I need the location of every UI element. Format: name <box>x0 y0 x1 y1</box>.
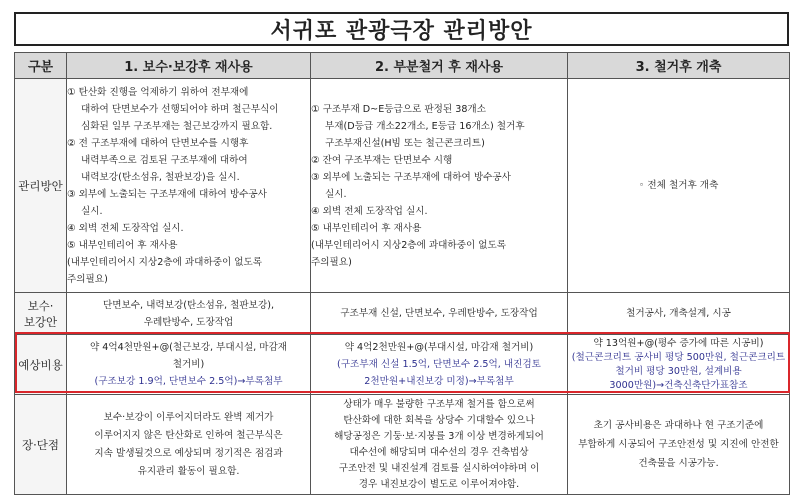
pros-col2-line: 구조안전 및 내진설계 검토를 실시하여야하며 이 <box>338 462 540 474</box>
row-label-pros-cons: 장·단점 <box>15 395 67 495</box>
pros-col3 <box>568 395 790 495</box>
management-col3: ◦ 전체 철거후 개축 <box>568 79 790 293</box>
title-box <box>14 12 789 46</box>
mgmt-col2-line: 주의필요) <box>311 256 352 268</box>
row-pros-cons <box>15 395 790 495</box>
mgmt-col1-line: 내력보강(탄소섬유, 철판보강)을 실시. <box>81 171 240 183</box>
pros-col1 <box>67 395 311 495</box>
row-cost <box>15 335 790 395</box>
mgmt-col2-line: (내부인테리어시 지상2층에 과대하중이 없도록 <box>311 239 507 251</box>
pros-col2-line: 탄산화에 대한 회복을 상당수 기대할수 있으나 <box>343 414 535 426</box>
mgmt-col1-line: (내부인테리어시 지상2층에 과대하중이 없도록 <box>67 256 263 268</box>
mgmt-col2-line: ① 구조부재 D~E등급으로 판정된 38개소 <box>311 103 486 115</box>
repair-col1 <box>67 293 311 335</box>
mgmt-col1-line: ④ 외벽 전체 도장작업 실시. <box>67 222 184 234</box>
cost-col3-detail: 철거비 평당 30만원, 설계비용 <box>615 365 742 377</box>
pros-col2 <box>311 395 568 495</box>
row-label-repair-1: 보수· <box>27 298 54 313</box>
page-title: 서귀포 관광극장 관리방안 <box>270 18 533 44</box>
header-col2: 2. 부분철거 후 재사용 <box>311 53 568 79</box>
repair-col1-line: 단면보수, 내력보강(탄소섬유, 철판보강), <box>102 299 274 311</box>
cost-col2 <box>311 335 568 395</box>
mgmt-col2-line: 부재(D등급 개소22개소, E등급 16개소) 철거후 <box>325 120 525 132</box>
pros-col1-line: 유지관리 활동이 필요함. <box>137 465 240 477</box>
pros-col1-line: 이루어지지 않은 탄산화로 인하여 철근부식은 <box>94 429 283 441</box>
header-col1: 1. 보수·보강후 재사용 <box>67 53 311 79</box>
management-col2 <box>311 79 568 293</box>
pros-col2-line: 상태가 매우 불량한 구조부재 철거를 함으로써 <box>343 398 535 410</box>
row-label-management: 관리방안 <box>15 79 67 293</box>
repair-col2: 구조부재 신설, 단면보수, 우레탄방수, 도장작업 <box>311 293 568 335</box>
row-label-cost: 예상비용 <box>15 335 67 395</box>
mgmt-col1-line: 심화된 일부 구조부재는 철근보강까지 필요함. <box>81 120 273 132</box>
mgmt-col1-line: ③ 외부에 노출되는 구조부재에 대하여 방수공사 <box>67 188 267 200</box>
mgmt-col2-line: ③ 외부에 노출되는 구조부재에 대하여 방수공사 <box>311 171 511 183</box>
cost-col2-detail: 2천만원+내진보강 미정)→부록첨부 <box>364 376 514 387</box>
repair-col1-line: 우레탄방수, 도장작업 <box>143 316 234 328</box>
mgmt-col1-line: ① 탄산화 진행을 억제하기 위하여 전부재에 <box>67 86 249 98</box>
mgmt-col1-line: 주의필요) <box>67 273 108 285</box>
mgmt-col2-line: ② 잔여 구조부재는 단면보수 시행 <box>311 154 453 166</box>
mgmt-col1-line: 내력부족으로 검토된 구조부재에 대하여 <box>81 154 248 166</box>
header-col3: 3. 철거후 개축 <box>568 53 790 79</box>
pros-col2-line: 대수선에 해당되며 대수선의 경우 건축법상 <box>349 446 529 458</box>
row-repair <box>15 293 790 335</box>
pros-col2-line: 해당공정은 기둥·보·지붕를 3개 이상 변경하게되어 <box>334 430 544 442</box>
cost-col1-line: 철거비) <box>172 359 205 370</box>
mgmt-col2-line: ④ 외벽 전체 도장작업 실시. <box>311 205 428 217</box>
pros-col3-line: 부합하게 시공되어 구조안전성 및 지진에 안전한 <box>578 439 779 450</box>
cost-col3-detail: (철근콘크리트 공사비 평당 500만원, 철근콘크리트 <box>571 351 786 363</box>
pros-col1-line: 보수·보강이 이루어지더라도 완벽 제거가 <box>103 411 274 423</box>
row-management <box>15 79 790 293</box>
pros-col2-line: 경우 내진보강이 별도로 이루어져야함. <box>358 478 520 490</box>
cost-col3-line: 약 13억원+@(평수 증가에 따른 시공비) <box>593 337 764 349</box>
cost-col2-detail: (구조부재 신설 1.5억, 단면보수 2.5억, 내진검토 <box>337 359 541 370</box>
repair-col3: 철거공사, 개축설계, 시공 <box>568 293 790 335</box>
row-label-repair-2: 보강안 <box>23 314 58 329</box>
cost-col3 <box>568 335 790 395</box>
mgmt-col2-line: 실시. <box>325 188 347 200</box>
mgmt-col2-line: 구조부재신설(H빔 또는 철근콘크리트) <box>325 137 485 149</box>
mgmt-col1-line: ② 전 구조부재에 대하여 단면보수를 시행후 <box>67 137 249 149</box>
pros-col1-line: 지속 발생될것으로 예상되며 정기적은 점검과 <box>94 447 283 459</box>
management-col1 <box>67 79 311 293</box>
cost-col1-detail: (구조보강 1.9억, 단면보수 2.5억)→부록첨부 <box>94 376 283 387</box>
mgmt-col1-line: 실시. <box>81 205 103 217</box>
header-category: 구분 <box>15 53 67 79</box>
row-label-repair <box>15 293 67 335</box>
management-table <box>14 52 790 495</box>
mgmt-col2-line: ⑤ 내부인테리어 후 재사용 <box>311 222 422 234</box>
cost-col3-detail: 3000만원)→건축신축단가표참조 <box>609 379 748 391</box>
mgmt-col1-line: 대하여 단면보수가 선행되어야 하며 철근부식이 <box>81 103 279 115</box>
pros-col3-line: 초기 공사비용은 과대하나 현 구조기준에 <box>593 420 764 431</box>
pros-col3-line: 건축물을 시공가능. <box>638 458 719 469</box>
mgmt-col1-line: ⑤ 내부인테리어 후 재사용 <box>67 239 178 251</box>
cost-col1 <box>67 335 311 395</box>
cost-col2-line: 약 4억2천만원+@(부대시설, 마감재 철거비) <box>344 342 534 353</box>
cost-col1-line: 약 4억4천만원+@(철근보강, 부대시설, 마감재 <box>89 342 288 353</box>
header-row <box>15 53 790 79</box>
